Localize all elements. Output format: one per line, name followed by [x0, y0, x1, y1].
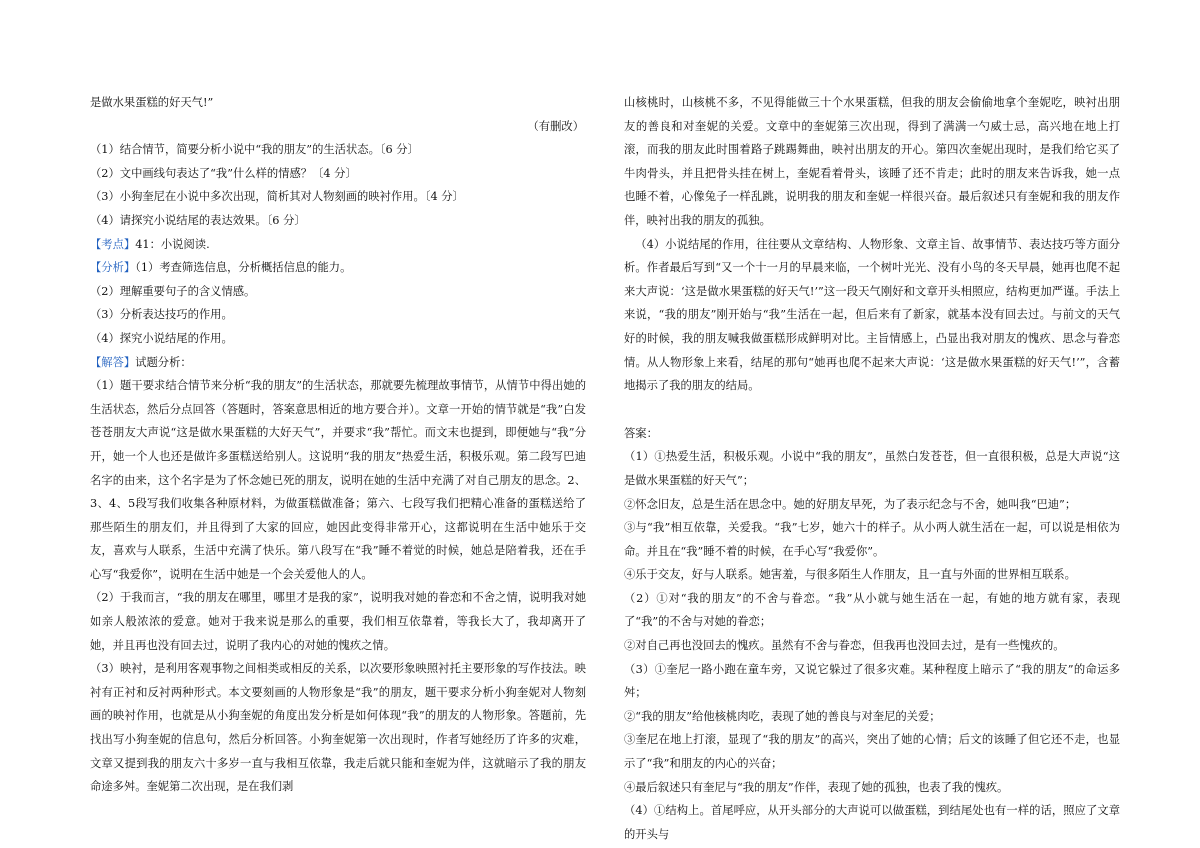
answer-item: ②“我的朋友”给他核桃肉吃，表现了她的善良与对奎尼的关爱；: [624, 709, 941, 723]
fenxi-text: （1）考查筛选信息，分析概括信息的能力。: [135, 261, 352, 275]
answer-item: （1）①热爱生活，积极乐观。小说中“我的朋友”，虽然白发苍苍，但一直很积极，总是大声说“这是做水果蛋糕的好天气”；: [624, 450, 1120, 487]
analysis-paragraph-2: （2）于我而言，“我的朋友在哪里，哪里才是我的家”，说明我对她的眷恋和不舍之情，说明我对她如亲人般浓浓的爱意。她对于我来说是那么的重要，我们相互依靠着，等我长大了，我却离开了她，并且再也没有回去过，说明了我内心的对她的愧疚之情。: [90, 591, 586, 652]
analysis-paragraph-1: （1）题干要求结合情节来分析“我的朋友”的生活状态，那就要先梳理故事情节，从情节中得出她的生活状态，然后分点回答（答题时，答案意思相近的地方要合并）。文章一开始的情节就是“我”白发苍苍朋友大声说“这是做水果蛋糕的大好天气”，并要求“我”帮忙。而文末也提到，即便她与“我”分开，她一个人也还是做许多蛋糕送给别人。这说明“我的朋友”热爱生活，积极乐观。第二段写巴迪名字的由来，这个名字是为了怀念她已死的朋友，说明在她的生活中充满了对自己朋友的思念。2、3、4、5段写我们收集各种原材料，为做蛋糕做准备；第六、七段写我们把精心准备的蛋糕送给了那些陌生的朋友们，并且得到了大家的回应，她因此变得非常开心，这都说明在生活中她乐于交友，喜欢与人联系，生活中充满了快乐。第八段写在“我”睡不着觉的时候，她总是陪着我，还在手心写“我爱你”，说明在生活中她是一个会关爱他人的人。: [90, 379, 586, 581]
answer-item: （4）①结构上。首尾呼应，从开头部分的大声说可以做蛋糕，到结尾处也有一样的话，照应了文章的开头与: [624, 804, 1120, 841]
answer-item: （2）①对“我的朋友”的不舍与眷恋。“我”从小就与她生活在一起，有她的地方就有家，表现了“我”的不舍与对她的眷恋；: [624, 591, 1120, 629]
answer-item: ②对自己再也没回去的愧疚。虽然有不舍与眷恋，但我再也没回去过，是有一些愧疚的。: [624, 639, 1065, 653]
fenxi-item: （3）分析表达技巧的作用。: [90, 308, 233, 322]
jieda-text: 试题分析：: [135, 355, 192, 369]
right-column: [624, 0, 1120, 846]
source-note: （有删改）: [527, 119, 584, 133]
kaodian-line: [90, 233, 586, 257]
answer-item: ④乐于交友，好与人联系。她害羞，与很多陌生人作朋友，且一直与外面的世界相互联系。: [624, 568, 1076, 582]
fenxi-tag: 【分析】: [90, 261, 136, 275]
jieda-tag: 【解答】: [90, 355, 136, 369]
answer-item: ③奎尼在地上打滚，显现了“我的朋友”的高兴，突出了她的心情；后文的该睡了但它还不走，也显示了“我”和朋友的内心的兴奋；: [624, 733, 1120, 771]
answer-item: ④最后叙述只有奎尼与“我的朋友”作伴，表现了她的孤独，也表了我的愧疚。: [624, 780, 1009, 794]
answer-item: ③与“我”相互依靠，关爱我。“我”七岁，她六十的样子。从小两人就生活在一起，可以说是相依为命。并且在“我”睡不着的时候，在手心写“我爱你”。: [624, 521, 1120, 558]
question-4: （4）请探究小说结尾的表达效果。〔6 分〕: [90, 213, 306, 227]
left-column: [90, 0, 586, 799]
question-3: （3）小狗奎尼在小说中多次出现，简析其对人物刻画的映衬作用。〔4 分〕: [90, 190, 464, 204]
analysis-paragraph-4: （4）小说结尾的作用，往往要从文章结构、人物形象、文章主旨、故事情节、表达技巧等方面分析。作者最后写到“又一个十一月的早晨来临，一个树叶光光、没有小鸟的冬天早晨，她再也爬不起来大声说：‘这是做水果蛋糕的好天气!’”这一段天气刚好和文章开头相照应，结构更加严谨。手法上来说，“我的朋友”刚开始与“我”生活在一起，但后来有了新家，就基本没有回去过。与前文的天气好的时候，我的朋友喊我做蛋糕形成鲜明对比。主旨情感上，凸显出我对朋友的愧疚、思念与眷恋情。从人物形象上来看，结尾的那句“她再也爬不起来大声说：‘这是做水果蛋糕的好天气!’”，含蓄地揭示了我的朋友的结局。: [624, 237, 1120, 393]
analysis-paragraph-3-cont: 山核桃时，山核桃不多，不见得能做三十个水果蛋糕，但我的朋友会偷偷地拿个奎妮吃，映衬出朋友的善良和对奎妮的关爱。文章中的奎妮第三次出现，得到了满满一勺威士忌，高兴地在地上打滚，而我的朋友此时围着路子跳踢舞曲，映衬出朋友的开心。第四次奎妮出现时，是我们给它买了牛肉骨头，并且把骨头挂在树上，奎妮看着骨头，该睡了还不肯走；此时的朋友来告诉我，她一点也睡不着，心像兔子一样乱跳，说明我的朋友和奎妮一样很兴奋。最后叙述只有奎妮和我的朋友作伴，映衬出我的朋友的孤独。: [624, 96, 1120, 227]
analysis-paragraph-3: （3）映衬，是利用客观事物之间相类或相反的关系，以次要形象映照衬托主要形象的写作技法。映衬有正衬和反衬两种形式。本文要刻画的人物形象是“我”的朋友，题干要求分析小狗奎妮对人物刻画的映衬作用，也就是从小狗奎妮的角度出发分析是如何体现“我”的朋友的人物形象。答题前，先找出写小狗奎妮的信息句，然后分析回答。小狗奎妮第一次出现时，作者写她经历了许多的灾难，文章又提到我的朋友六十多岁一直与我相互依靠，我走后就只能和奎妮为伴，这就暗示了我的朋友命途多舛。奎妮第二次出现，是在我们剥: [90, 662, 586, 794]
fenxi-item: （4）探究小说结尾的作用。: [90, 331, 233, 345]
question-1: （1）结合情节，简要分析小说中“我的朋友”的生活状态。〔6 分〕: [90, 143, 419, 157]
answer-item: （3）①奎尼一路小跑在童车旁，又说它躲过了很多灾难。某种程度上暗示了“我的朋友”的命运多舛；: [624, 662, 1120, 700]
jieda-line: [90, 351, 586, 375]
answer-item: ②怀念旧友，总是生活在思念中。她的好朋友早死，为了表示纪念与不舍，她叫我“巴迪”；: [624, 497, 1077, 511]
text-line: 是做水果蛋糕的好天气!”: [90, 96, 214, 109]
fenxi-line: [90, 256, 586, 280]
fenxi-item: （2）理解重要句子的含义情感。: [90, 284, 256, 298]
kaodian-text: 41：小说阅读.: [135, 237, 210, 251]
answer-label: 答案：: [624, 426, 658, 440]
kaodian-tag: 【考点】: [90, 237, 136, 251]
question-2: （2）文中画线句表达了“我”什么样的情感？〔4 分〕: [90, 166, 357, 180]
